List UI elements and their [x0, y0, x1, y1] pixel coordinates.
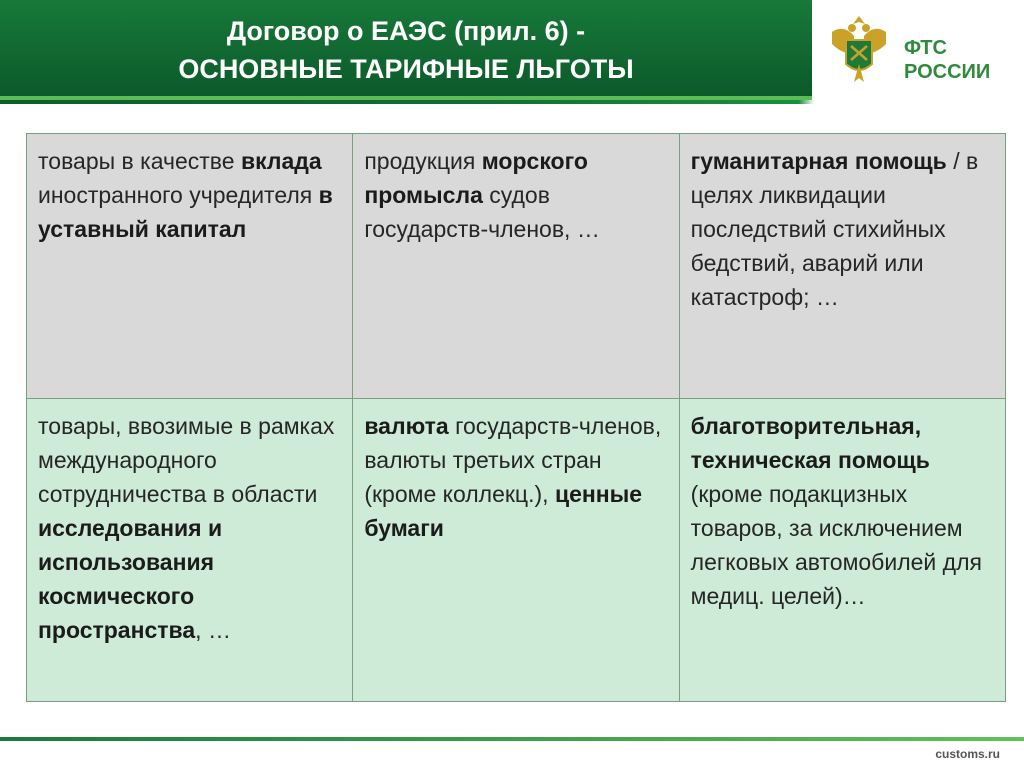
cell-text-bold: благотворительная, техническая помощь [690, 413, 930, 473]
benefits-table [26, 133, 1006, 702]
title-underline [0, 96, 812, 100]
table-row [27, 134, 1006, 399]
cell-text-bold: валюта [364, 413, 449, 439]
cell-text: товары, ввозимые в рамках международного сотрудничества в области [38, 413, 335, 507]
cell-text-bold: исследования и использования космического пространства [38, 515, 223, 643]
cell-text-bold: в уставный капитал [38, 182, 333, 242]
slide-title [0, 12, 812, 88]
logo-line1: ФТС [904, 37, 947, 59]
cell-text-bold: гуманитарная помощь [690, 148, 947, 174]
cell-text: судов государств-членов, … [364, 182, 600, 242]
table-cell [27, 134, 353, 399]
table-cell [679, 399, 1005, 702]
cell-text: продукция [364, 148, 482, 174]
cell-text-bold: ценные бумаги [364, 481, 643, 541]
eagle-emblem-icon [824, 10, 894, 90]
cell-text: / в целях ликвидации последствий стихийных бедствий, аварий или катастроф; … [690, 148, 979, 310]
slide-header [0, 0, 1024, 104]
cell-text: товары в качестве [38, 148, 241, 174]
table-cell [353, 399, 679, 702]
cell-text-bold: морского промысла [364, 148, 588, 208]
slide-title-line1: Договор о ЕАЭС (прил. 6) - [226, 16, 586, 46]
slide-title-line2: ОСНОВНЫЕ ТАРИФНЫЕ ЛЬГОТЫ [178, 54, 634, 84]
table-row [27, 399, 1006, 702]
footer-line [0, 737, 1024, 741]
table-cell [27, 399, 353, 702]
footer-site: customs.ru [935, 747, 1000, 761]
cell-text: государств-членов, валюты третьих стран (кроме коллекц.), [364, 413, 662, 507]
table-cell [679, 134, 1005, 399]
table-cell [353, 134, 679, 399]
logo-line2: РОССИИ [904, 61, 991, 83]
cell-text: , … [195, 617, 231, 643]
cell-text: иностранного учредителя [38, 182, 319, 208]
logo-text [904, 36, 990, 84]
cell-text: (кроме подакцизных товаров, за исключением легковых автомобилей для медиц. целей)… [690, 481, 982, 609]
cell-text-bold: вклада [240, 148, 322, 174]
